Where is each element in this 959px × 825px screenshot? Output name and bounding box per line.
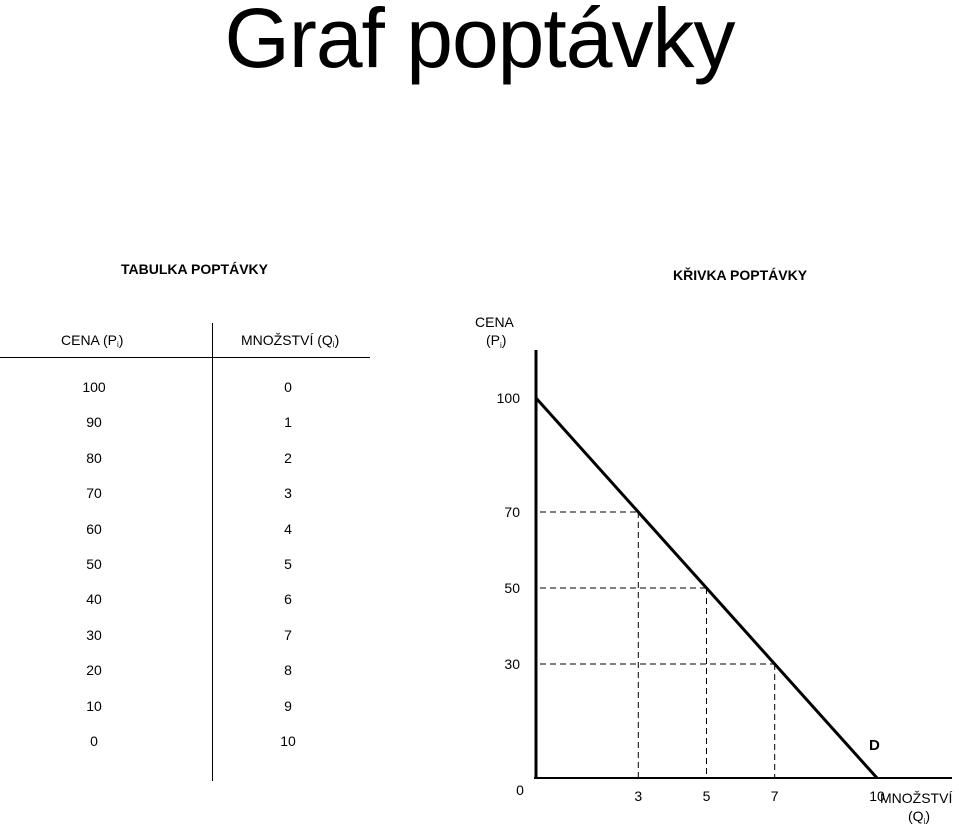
table-cell-price: 0 — [90, 733, 98, 749]
table-header-quantity: MNOŽSTVÍ $(Q_i)$ — [241, 332, 340, 349]
demand-chart — [460, 250, 959, 825]
table-cell-price: 70 — [86, 485, 102, 502]
x-axis-label-line2: $(Q_i)$ — [908, 808, 931, 825]
x-tick-label: 10 — [869, 788, 885, 804]
table-heading: TABULKA POPTÁVKY — [121, 261, 268, 277]
table-column-divider — [212, 323, 213, 781]
table-cell-price: 10 — [86, 697, 102, 714]
table-cell-price: 100 — [82, 379, 106, 395]
y-axis-label-line1: CENA — [475, 314, 514, 330]
y-tick-label: 30 — [504, 656, 520, 672]
y-axis-label-line2: $(P_i)$ — [486, 332, 507, 350]
table-header-price: CENA $(P_i)$ — [61, 332, 124, 349]
x-tick-label: 3 — [634, 788, 643, 804]
table-cell-quantity: 3 — [284, 485, 292, 502]
x-tick-labels — [516, 782, 885, 804]
table-cell-quantity: 8 — [284, 662, 292, 679]
table-cell-price: 40 — [86, 591, 102, 608]
table-header-divider — [0, 357, 370, 358]
table-cell-quantity: 4 — [284, 520, 292, 537]
page-title: Graf poptávky — [224, 0, 735, 85]
table-cell-price: 30 — [86, 626, 102, 643]
y-tick-label: 70 — [504, 504, 520, 520]
x-tick-label: 0 — [516, 782, 524, 798]
y-tick-label: 100 — [496, 390, 520, 406]
chart-title: KŘIVKA POPTÁVKY — [673, 267, 808, 283]
guide-lines — [540, 512, 775, 778]
table-cell-quantity: 5 — [284, 556, 292, 572]
demand-curve-label: D — [869, 737, 880, 754]
table-cell-quantity: 1 — [284, 414, 292, 431]
table-cell-price: 80 — [86, 449, 102, 466]
table-cell-quantity: 6 — [284, 591, 292, 608]
x-axis-label-line1: MNOŽSTVÍ — [880, 790, 953, 806]
table-cell-price: 20 — [86, 662, 102, 679]
y-tick-label: 50 — [504, 580, 520, 596]
table-cell-quantity: 2 — [284, 449, 292, 466]
x-tick-label: 5 — [702, 788, 711, 804]
table-cell-price: 60 — [86, 520, 102, 537]
table-cell-quantity: 0 — [284, 379, 292, 395]
y-tick-labels — [497, 390, 521, 672]
table-cell-quantity: 10 — [280, 733, 296, 749]
x-tick-label: 7 — [770, 788, 779, 804]
table-cell-price: 50 — [86, 556, 102, 572]
table-cell-quantity: 9 — [284, 697, 292, 714]
table-cell-quantity: 7 — [284, 626, 292, 643]
table-cell-price: 90 — [86, 414, 102, 431]
